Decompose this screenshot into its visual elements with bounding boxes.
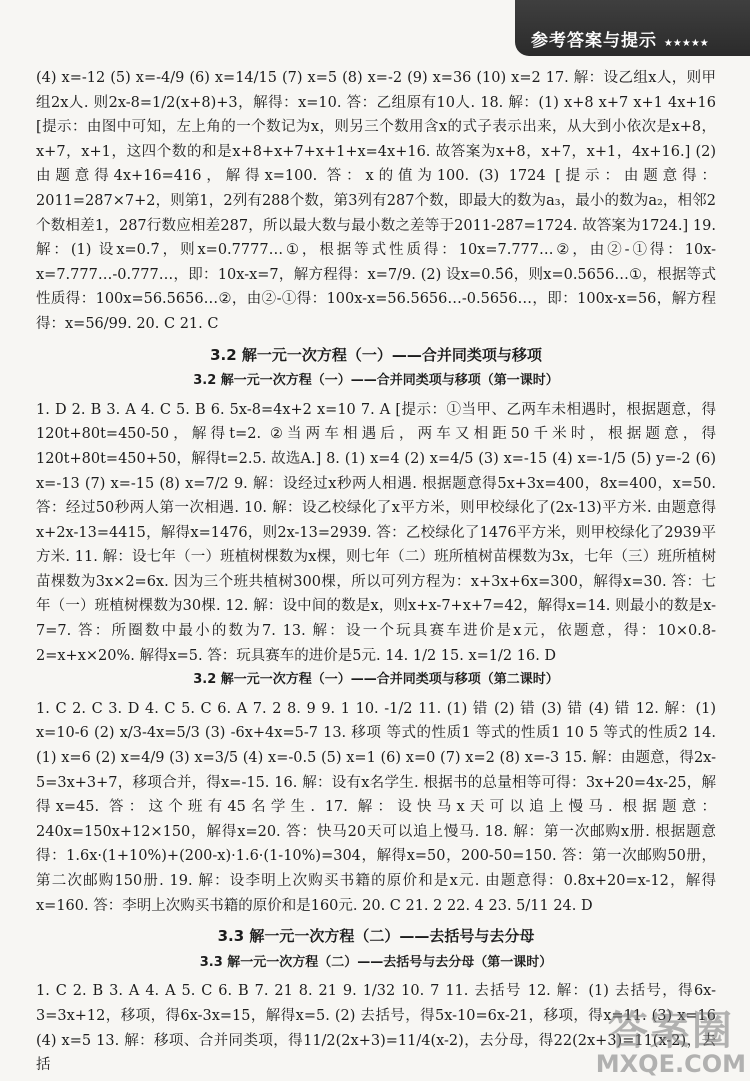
answer-paragraph: (4) x=-12 (5) x=-4/9 (6) x=14/15 (7) x=5 (8) x=-2 (9) x=36 (10) x=2 17. 解：设乙组x人，则甲组2x人. 则2x-8=1/2(x+8)+3，解得：x=10. 答：乙组原有10人. 18. 解：(1) x+8 x+7 x+1 4x+16 [提示：由图中可知，左上角的一个数记为x，则另三个数用含x的式子表示出来，从大到小依次是x+8，x+7，x+1，这四个数的和是x+8+x+7+x+1+x=4x+16. 故答案为x+8，x+7，x+1，4x+16.] (2) 由题意得4x+16=416，解得x=100. 答：x的值为100. (3) 1724 [提示：由题意得：2011=287×7+2，则第1，2列有288个数，第3列有287个数，即最大的数为a₃，最小的数为a₂，相邻2个数相差1，287行数应相差287，所以最大数与最小数之差等于2011-287=1724. 故答案为1724.] 19. 解：(1) 设x=0.7̇，则x=0.7777…①，根据等式性质得：10x=7.777…②，由②-①得：10x-x=7.777…-0.777…，即：10x-x=7，解方程得：x=7/9. (2) 设x=0.5̇6̇，则x=0.5656…①，根据等式性质得：100x=56.5656…②，由②-①得：100x-x=56.5656…-0.5656…，即：100x-x=56，解方程得：x=56/99. 20. C 21. C bbox=[36, 70, 716, 332]
lesson-heading: 3.2 解一元一次方程（一）——合并同类项与移项（第一课时） bbox=[193, 373, 559, 389]
answer-paragraph: 1. C 2. B 3. A 4. A 5. C 6. B 7. 21 8. 21 9. 1/32 10. 7 11. 去括号 12. 解：(1) 去括号，得6x-3=3x+12，移项，得6x-3x=15，解得x=5. (2) 去括号，得5x-10=6x-21，移项，得x=11. (3) x=16 (4) x=5 13. 解：移项、合并同类项，得11/2(2x+3)=11/4(x-2)，去分母，得22(2x+3)=11(x-2)，去括 bbox=[36, 983, 716, 1074]
lesson-heading: 3.2 解一元一次方程（一）——合并同类项与移项（第二课时） bbox=[193, 672, 559, 688]
answer-content bbox=[36, 66, 716, 1078]
section-heading: 3.2 解一元一次方程（一）——合并同类项与移项 bbox=[210, 345, 542, 364]
answer-paragraph: 1. D 2. B 3. A 4. C 5. B 6. 5x-8=4x+2 x=10 7. A [提示：①当甲、乙两车未相遇时，根据题意，得120t+80t=450-50，解得t=2. ②当两车相遇后，两车又相距50千米时，根据题意，得120t+80t=450+50，解得t=2.5. 故选A.] 8. (1) x=4 (2) x=4/5 (3) x=-15 (4) x=-1/5 (5) y=-2 (6) x=-13 (7) x=-15 (8) x=7/2 9. 解：设经过x秒两人相遇. 根据题意得5x+3x=400，8x=400，x=50. 答：经过50秒两人第一次相遇. 10. 解：设乙校绿化了x平方米，则甲校绿化了(2x-13)平方米. 由题意得x+2x-13=4415，解得x=1476，则2x-13=2939. 答：乙校绿化了1476平方米，则甲校绿化了2939平方米. 11. 解：设七年（一）班植树棵数为x棵，则七年（二）班所植树苗棵数为3x，七年（三）班所植树苗棵数为3x×2=6x. 因为三个班共植树300棵，所以可列方程为：x+3x+6x=300，解得x=30. 答：七年（一）班植树棵数为30棵. 12. 解：设中间的数是x，则x+x-7+x+7=42，解得x=14. 则最小的数是x-7=7. 答：所圈数中最小的数为7. 13. 解：设一个玩具赛车进价是x元，依题意，得：10×0.8-2=x+x×20%. 解得x=5. 答：玩具赛车的进价是5元. 14. 1/2 15. x=1/2 16. D bbox=[36, 401, 716, 664]
watermark-line-2: MXQE.COM bbox=[595, 1049, 746, 1078]
answer-paragraph: 1. C 2. C 3. D 4. C 5. C 6. A 7. 2 8. 9 9. 1 10. -1/2 11. (1) 错 (2) 错 (3) 错 (4) 错 12. 解：(1) x=10-6 (2) x/3-4x=5/3 (3) -6x+4x=5-7 13. 移项 等式的性质1 等式的性质1 10 5 等式的性质2 14. (1) x=6 (2) x=4/9 (3) x=3/5 (4) x=-0.5 (5) x=1 (6) x=0 (7) x=2 (8) x=-3 15. 解：由题意，得2x-5=3x+3+7，移项合并，得x=-15. 16. 解：设有x名学生. 根据书的总量相等可得：3x+20=4x-25，解得x=45. 答：这个班有45名学生. 17. 解：设快马x天可以追上慢马. 根据题意：240x=150x+12×150，解得x=20. 答：快马20天可以追上慢马. 18. 解：第一次邮购x册. 根据题意得：1.6x·(1+10%)+(200-x)·1.6·(1-10%)=304，解得x=50，200-50=150. 答：第一次邮购50册，第二次邮购150册. 19. 解：设李明上次购买书籍的原价和是x元. 由题意得：0.8x+20=x-12，解得x=160. 答：李明上次购买书籍的原价和是160元. 20. C 21. 2 22. 4 23. 5/11 24. D bbox=[36, 700, 716, 914]
section-heading: 3.3 解一元一次方程（二）——去括号与去分母 bbox=[217, 927, 535, 946]
header-title-text: 参考答案与提示 bbox=[531, 31, 657, 51]
watermark-logo bbox=[595, 1007, 746, 1078]
header-stars: ★★★★★ bbox=[663, 38, 709, 49]
header-banner bbox=[515, 0, 750, 56]
watermark-line-1: 答案圈 bbox=[607, 1007, 734, 1054]
lesson-heading: 3.3 解一元一次方程（二）——去括号与去分母（第一课时） bbox=[199, 954, 553, 970]
header-title bbox=[531, 26, 709, 51]
